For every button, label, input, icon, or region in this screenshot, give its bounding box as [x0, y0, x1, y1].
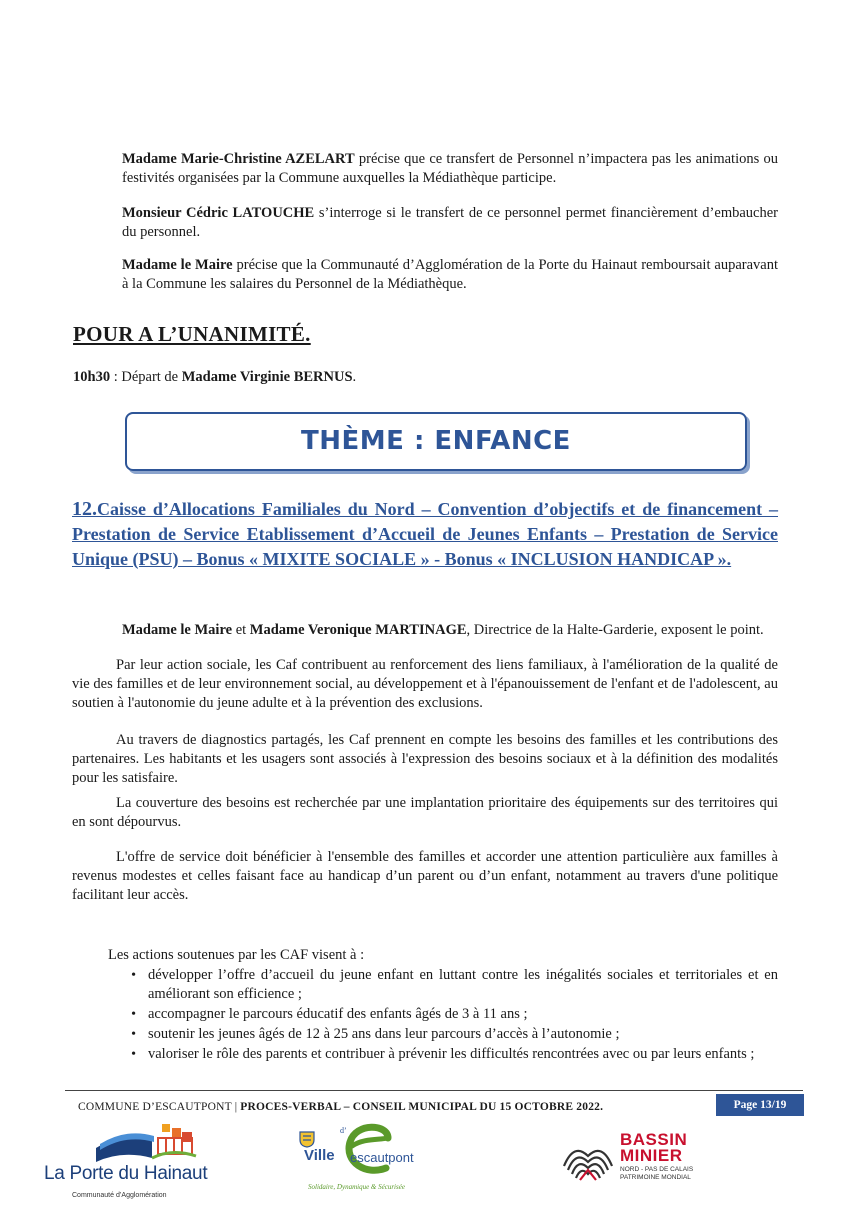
footer-divider	[65, 1090, 803, 1091]
footer-commune: COMMUNE D’ESCAUTPONT	[78, 1101, 232, 1113]
ville-escautpont-logo	[296, 1118, 446, 1196]
vote-result-heading: POUR A L’UNANIMITÉ.	[73, 322, 311, 346]
presenters-text: , Directrice de la Halte-Garderie, exposent le point.	[466, 622, 764, 638]
body-paragraph	[72, 656, 778, 713]
list-item: • accompagner le parcours éducatif des enfants âgés de 3 à 11 ans ;	[108, 1005, 778, 1024]
agenda-item-text: Caisse d’Allocations Familiales du Nord – Convention d’objectifs et de financement – Prestation de Service Etablissement d’Accueil de Jeunes Enfants – Prestation de Service Unique (PSU) – Bonus « MIXITE SOCIALE » - Bonus « INCLUSION HANDICAP ».	[72, 499, 778, 569]
page-number-badge: Page 13/19	[716, 1094, 804, 1116]
paragraph-maire	[122, 256, 778, 294]
paragraph-text: précise que ce transfert de Personnel n’impactera pas les animations ou festivités organisées par la Commune auxquelles la Médiathèque participe.	[122, 151, 778, 186]
presenter-1: Madame le Maire	[122, 622, 233, 638]
theme-title: THÈME : ENFANCE	[301, 426, 571, 456]
departure-time: 10h30	[73, 369, 111, 385]
paragraph-latouche	[122, 204, 778, 242]
hainaut-name: La Porte du Hainaut	[44, 1163, 208, 1184]
body-paragraph	[72, 731, 778, 788]
presenter-2: Madame Veronique MARTINAGE	[249, 622, 467, 638]
list-item: • valoriser le rôle des parents et contribuer à prévenir les difficultés rencontrées avec ou par leurs enfants ;	[108, 1045, 778, 1064]
speaker-name: Madame le Maire	[122, 257, 233, 273]
bassin-line4: PATRIMOINE MONDIAL	[620, 1174, 691, 1181]
ville-d-letter: d’	[340, 1126, 347, 1135]
body-paragraph-text: L'offre de service doit bénéficier à l'ensemble des familles et accorder une attention particulière aux familles à revenus modestes et celles faisant face au handicap d’un parent ou d’un enfant, notamment au travers d'une politique facilitant leur accès.	[72, 849, 778, 903]
speaker-name: Madame Marie-Christine AZELART	[122, 151, 355, 167]
porte-du-hainaut-logo	[44, 1118, 219, 1199]
paragraph-text: précise que la Communauté d’Agglomération de la Porte du Hainaut remboursait auparavant à la Commune les salaires du Personnel de la Médiathèque.	[122, 257, 778, 292]
agenda-item-title	[72, 497, 778, 572]
ville-word: Ville	[304, 1147, 335, 1164]
list-item: • soutenir les jeunes âgés de 12 à 25 ans dans leur parcours d’accès à l’autonomie ;	[108, 1025, 778, 1044]
body-paragraph	[72, 848, 778, 905]
body-paragraph-text: Par leur action sociale, les Caf contribuent au renforcement des liens familiaux, à l'amélioration de la qualité de vie des familles et de leur environnement social, au développement et à l'épanouissement de l'enfant et de l'adolescent, au soutien à l'autonomie du jeune adulte et à la prévention des exclusions.	[72, 657, 778, 711]
departure-end: .	[352, 369, 357, 385]
body-paragraph-text: Au travers de diagnostics partagés, les Caf prennent en compte les besoins des familles et les contributions des partenaires. Les habitants et les usagers sont associés à l'expression des besoins sociaux et à la définition des modalités pour les satisfaire.	[72, 732, 778, 786]
list-item: • développer l’offre d’accueil du jeune enfant en luttant contre les inégalités sociales et territoriales et en améliorant son efficience ;	[108, 966, 778, 1004]
actions-intro: Les actions soutenues par les CAF visent à :	[108, 947, 365, 963]
ville-tagline: Solidaire, Dynamique & Sécurisée	[308, 1183, 405, 1191]
speaker-name: Monsieur Cédric LATOUCHE	[122, 205, 315, 221]
ville-name: escautpont	[350, 1150, 414, 1165]
bassin-line1: BASSIN	[620, 1130, 688, 1149]
hainaut-emblem-icon	[92, 1118, 212, 1166]
departure-text: : Départ de	[110, 369, 182, 385]
departure-person: Madame Virginie BERNUS	[181, 369, 353, 385]
hainaut-subtitle: Communauté d’Agglomération	[72, 1192, 167, 1199]
body-paragraph-text: La couverture des besoins est recherchée par une implantation prioritaire des équipements sur des territoires qui en sont dépourvus.	[72, 795, 778, 830]
presenters-line	[122, 621, 778, 640]
bassin-line2: MINIER	[620, 1146, 683, 1165]
agenda-item-number: 12.	[72, 498, 97, 520]
bassin-line3: NORD - PAS DE CALAIS	[620, 1166, 694, 1173]
departure-note	[73, 368, 356, 387]
actions-list	[108, 966, 778, 1065]
body-paragraph	[72, 794, 778, 832]
paragraph-text: s’interroge si le transfert de ce personnel permet financièrement d’embaucher du personnel.	[122, 205, 778, 240]
theme-banner	[125, 412, 747, 471]
presenters-and: et	[232, 622, 250, 638]
footer-title: PROCES-VERBAL – CONSEIL MUNICIPAL DU 15 OCTOBRE 2022.	[240, 1101, 604, 1113]
footer-text	[78, 1098, 603, 1117]
footer-separator: |	[231, 1101, 241, 1113]
paragraph-azelart	[122, 150, 778, 188]
bassin-minier-logo	[560, 1126, 720, 1196]
bassin-minier-emblem-icon	[560, 1130, 616, 1186]
